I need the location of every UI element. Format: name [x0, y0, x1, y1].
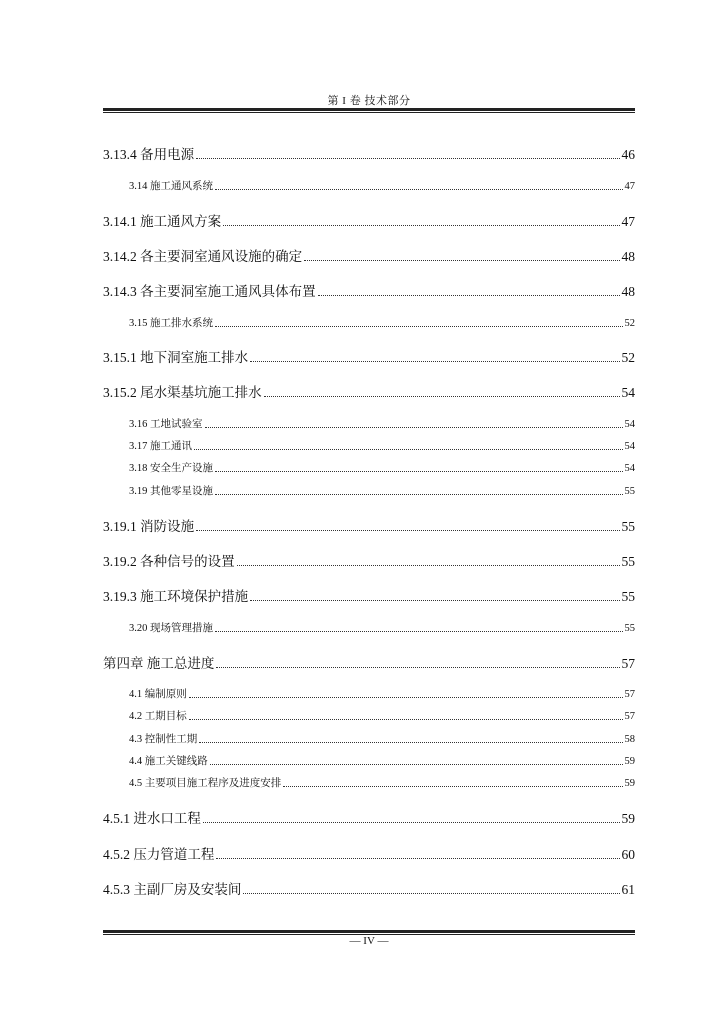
toc-entry: [129, 775, 635, 790]
toc-entry: [129, 178, 635, 193]
dot-leader: [196, 157, 619, 159]
toc-entry-title: 3.14 施工通风系统: [129, 181, 213, 192]
dot-leader: [205, 426, 623, 428]
toc-entry-page: 60: [621, 847, 635, 862]
toc-entry-title: 3.15.2 尾水渠基坑施工排水: [103, 385, 262, 400]
dot-leader: [223, 224, 619, 226]
toc-entry-title: 3.15 施工排水系统: [129, 318, 213, 329]
dot-leader: [283, 785, 622, 787]
toc-entry: [103, 652, 635, 672]
toc-entry-title: 3.19.3 施工环境保护措施: [103, 589, 249, 604]
dot-leader: [237, 564, 620, 566]
toc-entry-page: 54: [624, 419, 635, 430]
toc-entry-page: 61: [621, 882, 635, 897]
toc-entry-title: 3.20 现场管理措施: [129, 623, 213, 634]
toc-entry-title: 3.13.4 备用电源: [103, 147, 195, 162]
toc-entry-title: 3.17 施工通讯: [129, 441, 192, 452]
dot-leader: [215, 325, 623, 327]
toc-entry: [103, 280, 635, 300]
dot-leader: [216, 666, 619, 668]
toc-entry-page: 54: [624, 463, 635, 474]
toc-entry-title: 3.19 其他零星设施: [129, 486, 213, 497]
dot-leader: [210, 763, 623, 765]
dot-leader: [250, 599, 619, 601]
dot-leader: [264, 395, 620, 397]
page-number: — IV —: [349, 935, 389, 947]
dot-leader: [215, 630, 623, 632]
toc-entry-title: 3.14.2 各主要洞室通风设施的确定: [103, 249, 303, 264]
toc-entry-page: 57: [624, 711, 635, 722]
toc-entry: [129, 438, 635, 453]
toc-entry-title: 第四章 施工总进度: [103, 656, 215, 671]
dot-leader: [196, 529, 619, 531]
toc-entry: [103, 346, 635, 366]
dot-leader: [216, 857, 619, 859]
toc-entry-page: 55: [624, 623, 635, 634]
toc-entry: [103, 878, 635, 898]
toc-entry-page: 54: [621, 385, 635, 400]
toc-entry-page: 55: [624, 486, 635, 497]
dot-leader: [194, 448, 623, 450]
toc-entry-page: 55: [621, 519, 635, 534]
dot-leader: [215, 470, 623, 472]
dot-leader: [215, 188, 623, 190]
toc-entry: [103, 381, 635, 401]
toc-entry: [103, 807, 635, 827]
toc-entry-page: 59: [621, 811, 635, 826]
toc-entry-title: 4.5.3 主副厂房及安装间: [103, 882, 242, 897]
toc-entry-page: 54: [624, 441, 635, 452]
dot-leader: [243, 892, 619, 894]
toc-entry-title: 4.5 主要项目施工程序及进度安排: [129, 778, 282, 789]
toc-entry-page: 52: [624, 318, 635, 329]
toc-entry-page: 57: [621, 656, 635, 671]
toc-entry-title: 4.3 控制性工期: [129, 734, 198, 745]
toc-entry-page: 47: [621, 214, 635, 229]
toc-entry: [103, 210, 635, 230]
toc-entry-title: 3.19.1 消防设施: [103, 519, 195, 534]
toc-entry-page: 59: [624, 756, 635, 767]
toc-entry-title: 4.4 施工关键线路: [129, 756, 208, 767]
dot-leader: [199, 741, 622, 743]
toc-entry: [129, 460, 635, 475]
toc-entry-page: 59: [624, 778, 635, 789]
toc-entry: [129, 731, 635, 746]
toc-entry-title: 3.14.1 施工通风方案: [103, 214, 222, 229]
toc-entry: [103, 245, 635, 265]
toc-entry-page: 48: [621, 284, 635, 299]
toc-entry-title: 4.2 工期目标: [129, 711, 187, 722]
toc-entry-page: 52: [621, 350, 635, 365]
toc-entry-page: 48: [621, 249, 635, 264]
toc-entry: [129, 708, 635, 723]
toc-entry: [129, 315, 635, 330]
running-header: 第 I 卷 技术部分: [327, 95, 411, 107]
toc-entry-page: 46: [621, 147, 635, 162]
toc-entry-page: 47: [624, 181, 635, 192]
dot-leader: [318, 294, 620, 296]
toc-entry-page: 55: [621, 554, 635, 569]
toc-entry: [129, 686, 635, 701]
toc-entry: [103, 585, 635, 605]
toc-entry-title: 3.16 工地试验室: [129, 419, 203, 430]
toc-entry-title: 4.5.2 压力管道工程: [103, 847, 215, 862]
toc-entry: [129, 416, 635, 431]
toc-entry-title: 3.19.2 各种信号的设置: [103, 554, 235, 569]
toc-entry-title: 3.18 安全生产设施: [129, 463, 213, 474]
toc-entry-page: 55: [621, 589, 635, 604]
dot-leader: [250, 360, 619, 362]
toc-entry: [103, 550, 635, 570]
dot-leader: [189, 696, 623, 698]
dot-leader: [304, 259, 619, 261]
dot-leader: [215, 493, 623, 495]
toc-entry: [103, 515, 635, 535]
toc-entry-title: 4.5.1 进水口工程: [103, 811, 201, 826]
toc-entry: [129, 483, 635, 498]
dot-leader: [203, 821, 620, 823]
dot-leader: [189, 718, 623, 720]
toc-entry-page: 57: [624, 689, 635, 700]
toc-entry-title: 3.14.3 各主要洞室施工通风具体布置: [103, 284, 316, 299]
toc-entry: [129, 620, 635, 635]
toc-entry-title: 3.15.1 地下洞室施工排水: [103, 350, 249, 365]
toc-entry-page: 58: [624, 734, 635, 745]
toc-entry: [129, 753, 635, 768]
toc-entry-title: 4.1 编制原则: [129, 689, 187, 700]
toc-entry: [103, 843, 635, 863]
toc-entry: [103, 143, 635, 163]
